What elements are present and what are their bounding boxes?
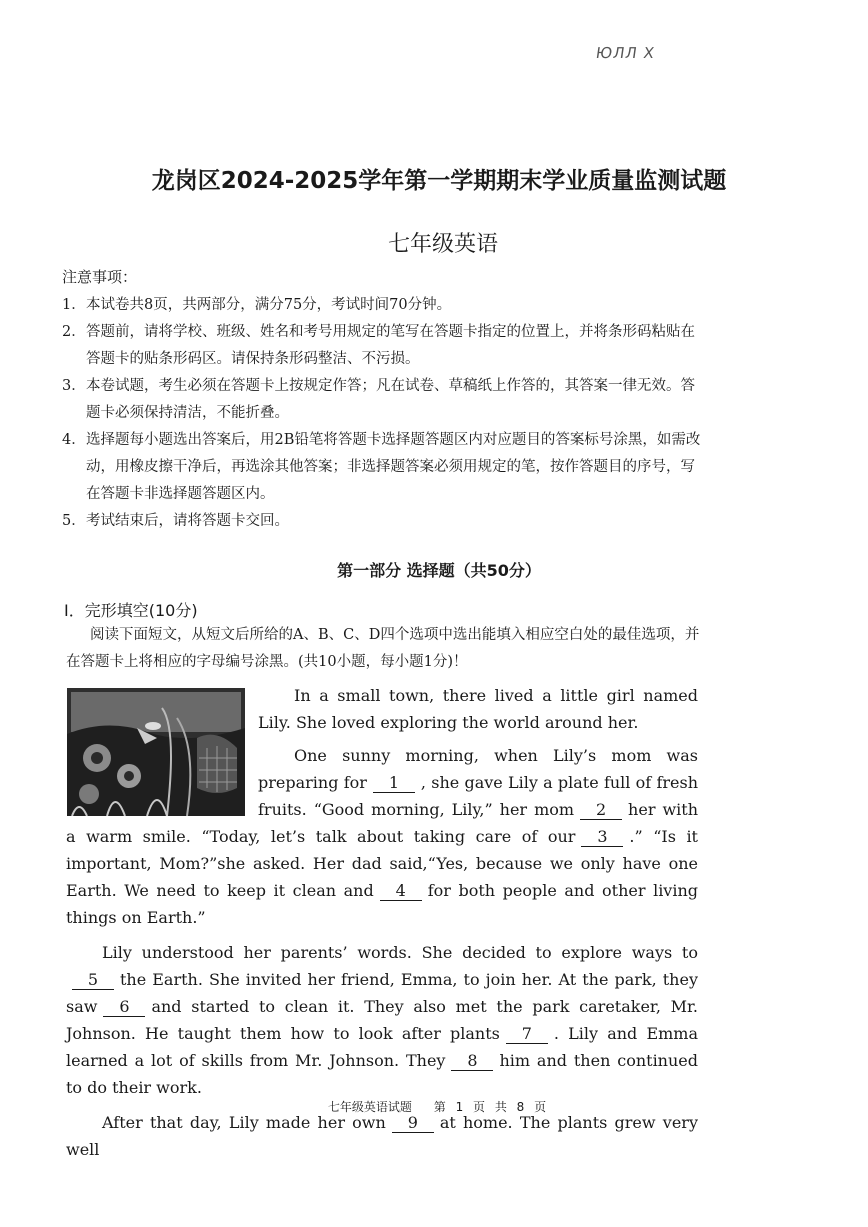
passage-paragraph: In a small town, there lived a little girl named Lily. She loved exploring the world around her. bbox=[258, 686, 698, 732]
passage-text: One sunny morning, when Lily’s mom was preparing for bbox=[258, 746, 698, 792]
blank-2: 2 bbox=[580, 801, 622, 820]
blank-8: 8 bbox=[451, 1052, 493, 1071]
blank-3: 3 bbox=[581, 828, 623, 847]
passage-paragraph bbox=[66, 939, 698, 1101]
section-title: I．完形填空(10分) bbox=[64, 601, 198, 620]
blank-1: 1 bbox=[373, 774, 415, 793]
notice-item-number: 2． bbox=[62, 324, 86, 340]
notice-item bbox=[62, 427, 702, 508]
footer-page-number: 第 1 页 共 8 页 bbox=[433, 1100, 547, 1114]
cloze-passage bbox=[66, 682, 698, 1163]
notice-item-text: 考试结束后，请将答题卡交回。 bbox=[86, 513, 289, 529]
notice-item bbox=[62, 292, 702, 319]
notice-item-number: 3． bbox=[62, 378, 86, 394]
exam-title: 龙岗区2024-2025学年第一学期期末学业质量监测试题 bbox=[151, 168, 727, 194]
notice-item-text: 本试卷共8页，共两部分，满分75分，考试时间70分钟。 bbox=[86, 297, 452, 313]
passage-text: , she gave Lily a plate full of fresh fruits. “Good morning, Lily,” her mom bbox=[258, 773, 698, 819]
notice-item bbox=[62, 373, 702, 427]
notice-item bbox=[62, 319, 702, 373]
footer-subject: 七年级英语试题 bbox=[327, 1100, 412, 1114]
notice-item-text: 本卷试题，考生必须在答题卡上按规定作答；凡在试卷、草稿纸上作答的，其答案一律无效。答题卡必须保持清洁，不能折叠。 bbox=[86, 378, 695, 421]
part-one-heading: 第一部分 选择题（共50分） bbox=[337, 561, 541, 580]
passage-text: the Earth. She invited her friend, Emma, to join her. At the park, they saw bbox=[66, 970, 698, 1016]
passage-text: him and then continued to do their work. bbox=[66, 1051, 699, 1097]
notice-item-number: 1． bbox=[62, 297, 86, 313]
corner-handwritten-mark: ЮЛЛ Х bbox=[594, 44, 657, 62]
passage-text: and started to clean it. They also met the park caretaker, Mr. Johnson. He taught them how to look after plants bbox=[66, 997, 698, 1043]
notice-item-text: 答题前，请将学校、班级、姓名和考号用规定的笔写在答题卡指定的位置上，并将条形码粘贴在答题卡的贴条形码区。请保持条形码整洁、不污损。 bbox=[86, 324, 695, 367]
passage-paragraph bbox=[66, 1109, 698, 1163]
notice-item bbox=[62, 508, 702, 535]
blank-4: 4 bbox=[380, 882, 422, 901]
passage-text: Lily understood her parents’ words. She decided to explore ways to bbox=[102, 943, 698, 962]
blank-6: 6 bbox=[103, 998, 145, 1017]
figure-spacer bbox=[66, 682, 258, 818]
passage-text: .” “Is it important, Mom?”she asked. Her dad said,“Yes, because we only have one Earth. We need to keep it clean and bbox=[66, 827, 698, 900]
blank-5: 5 bbox=[72, 971, 114, 990]
passage-text: After that day, Lily made her own bbox=[102, 1113, 386, 1132]
blank-9: 9 bbox=[392, 1114, 434, 1133]
section-instructions: 阅读下面短文，从短文后所给的A、B、C、D四个选项中选出能填入相应空白处的最佳选项，并在答题卡上将相应的字母编号涂黑。(共10小题，每小题1分)！ bbox=[66, 627, 700, 670]
page-footer bbox=[0, 1098, 868, 1115]
notice-item-text: 选择题每小题选出答案后，用2B铅笔将答题卡选择题答题区内对应题目的答案标号涂黑，如需改动，用橡皮擦干净后，再选涂其他答案；非选择题答案必须用规定的笔，按作答题目的序号，写在答题卡非选择题答题区内。 bbox=[86, 432, 701, 502]
notice-heading: 注意事项： bbox=[62, 268, 138, 286]
passage-text: at home. The plants grew very well bbox=[66, 1113, 698, 1159]
blank-7: 7 bbox=[506, 1025, 548, 1044]
passage-text: . Lily and Emma learned a lot of skills from Mr. Johnson. They bbox=[66, 1024, 698, 1070]
notice-item-number: 5． bbox=[62, 513, 86, 529]
notice-list bbox=[62, 292, 702, 535]
passage-text: for both people and other living things on Earth.” bbox=[66, 881, 699, 927]
passage-text: her with a warm smile. “Today, let’s talk about taking care of our bbox=[66, 800, 698, 846]
notice-item-number: 4． bbox=[62, 432, 86, 448]
exam-subtitle: 七年级英语 bbox=[387, 232, 498, 257]
